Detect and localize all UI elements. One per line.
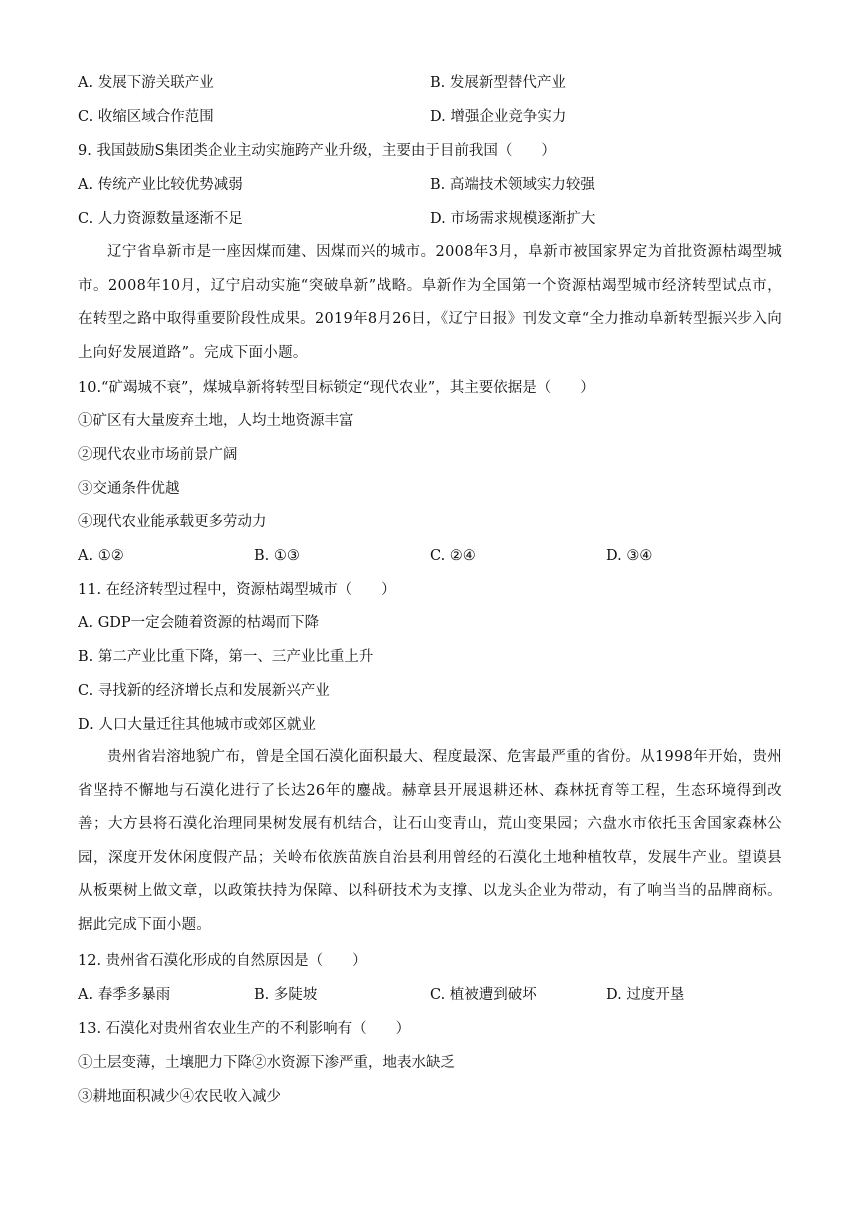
passage-guizhou: 贵州省岩溶地貌广布，曾是全国石漠化面积最大、程度最深、危害最严重的省份。从1998年开始，贵州省坚持不懈地与石漠化进行了长达26年的鏖战。赫章县开展退耕还林、森林抚育等工程，生态环境得到改善；大方县将石漠化治理同果树发展有机结合，让石山变青山，荒山变果园；六盘水市依托玉舍国家森林公园，深度开发休闲度假产品；关岭布依族苗族自治县利用曾经的石漠化土地种植牧草，发展牛产业。望谟县从板栗树上做文章，以政策扶持为保障、以科研技术为支撑、以龙头企业为带动，有了响当当的品牌商标。据此完成下面小题。 — [78, 749, 782, 933]
q11-stem: 11. 在经济转型过程中，资源枯竭型城市（ ） — [78, 582, 396, 598]
q9-option-a: A. 传统产业比较优势减弱 — [78, 177, 243, 193]
q12-stem: 12. 贵州省石漠化形成的自然原因是（ ） — [78, 953, 367, 969]
q12-option-c: C. 植被遭到破坏 — [430, 987, 537, 1003]
q11-option-a: A. GDP一定会随着资源的枯竭而下降 — [78, 615, 320, 631]
q13-statements-1-2: ①土层变薄，土壤肥力下降②水资源下渗严重，地表水缺乏 — [78, 1055, 455, 1071]
q8-option-b: B. 发展新型替代产业 — [430, 75, 566, 91]
q13-statements-3-4: ③耕地面积减少④农民收入减少 — [78, 1089, 281, 1105]
passage-fuxin: 辽宁省阜新市是一座因煤而建、因煤而兴的城市。2008年3月，阜新市被国家界定为首批资源枯竭型城市。2008年10月，辽宁启动实施“突破阜新”战略。阜新作为全国第一个资源枯竭型城市经济转型试点市，在转型之路中取得重要阶段性成果。2019年8月26日，《辽宁日报》刊发文章“全力推动阜新转型振兴步入向上向好发展道路”。完成下面小题。 — [78, 244, 782, 361]
q12-option-b: B. 多陡坡 — [254, 987, 318, 1003]
q10-statement-2: ②现代农业市场前景广阔 — [78, 447, 238, 463]
q10-option-c: C. ②④ — [430, 548, 476, 564]
q10-statement-1: ①矿区有大量废弃土地，人均土地资源丰富 — [78, 413, 354, 429]
q11-option-b: B. 第二产业比重下降，第一、三产业比重上升 — [78, 649, 374, 665]
q9-stem: 9. 我国鼓励S集团类企业主动实施跨产业升级，主要由于目前我国（ ） — [78, 143, 556, 159]
q13-stem: 13. 石漠化对贵州省农业生产的不利影响有（ ） — [78, 1021, 411, 1037]
q8-option-d: D. 增强企业竞争实力 — [430, 109, 567, 125]
q12-option-d: D. 过度开垦 — [606, 987, 685, 1003]
q9-option-d: D. 市场需求规模逐渐扩大 — [430, 211, 596, 227]
q12-option-a: A. 春季多暴雨 — [78, 987, 171, 1003]
q11-option-d: D. 人口大量迁往其他城市或郊区就业 — [78, 717, 316, 733]
q10-option-b: B. ①③ — [254, 548, 300, 564]
q10-option-a: A. ①② — [78, 548, 124, 564]
q9-option-b: B. 高端技术领域实力较强 — [430, 177, 595, 193]
q10-statement-4: ④现代农业能承载更多劳动力 — [78, 514, 267, 530]
q10-stem: 10.“矿竭城不衰”，煤城阜新将转型目标锁定“现代农业”，其主要依据是（ ） — [78, 380, 595, 396]
q8-option-a: A. 发展下游关联产业 — [78, 75, 214, 91]
q8-option-c: C. 收缩区域合作范围 — [78, 109, 214, 125]
q9-option-c: C. 人力资源数量逐渐不足 — [78, 211, 243, 227]
q11-option-c: C. 寻找新的经济增长点和发展新兴产业 — [78, 683, 330, 699]
q10-statement-3: ③交通条件优越 — [78, 481, 180, 497]
q10-option-d: D. ③④ — [606, 548, 653, 564]
